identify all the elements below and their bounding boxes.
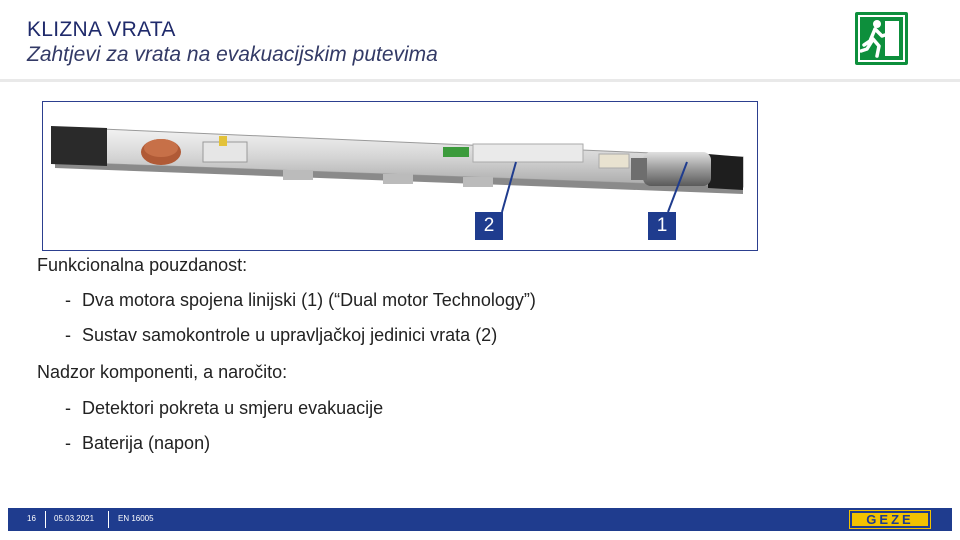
heading-monitoring: Nadzor komponenti, a naročito: [37, 362, 288, 382]
callout-2: 2 [475, 212, 503, 240]
footer-divider [108, 511, 109, 528]
list-item-text: Baterija (napon) [82, 433, 211, 453]
list-item-text: Detektori pokreta u smjeru evakuacije [82, 398, 384, 418]
header-divider [0, 79, 960, 82]
emergency-exit-icon [855, 12, 908, 65]
bullet-dash: - [65, 325, 71, 345]
slide-title: KLIZNA VRATA [27, 18, 176, 41]
list-item [65, 433, 210, 454]
footer-divider [45, 511, 46, 528]
list-item [65, 290, 536, 311]
list-item [65, 325, 497, 346]
geze-logo [850, 511, 930, 528]
logo-text: GEZE [866, 512, 914, 527]
footer-standard: EN 16005 [118, 514, 154, 523]
bullet-dash: - [65, 290, 71, 310]
callout-1: 1 [648, 212, 676, 240]
footer-date: 05.03.2021 [54, 514, 95, 523]
bullet-dash: - [65, 398, 71, 418]
slide-subtitle: Zahtjevi za vrata na evakuacijskim putevima [27, 43, 438, 66]
list-item-text: Dva motora spojena linijski (1) (“Dual motor Technology”) [82, 290, 536, 310]
page-number: 16 [27, 514, 36, 523]
list-item-text: Sustav samokontrole u upravljačkoj jedinici vrata (2) [82, 325, 498, 345]
list-item [65, 398, 383, 419]
footer-bar [8, 508, 952, 531]
bullet-dash: - [65, 433, 71, 453]
heading-reliability: Funkcionalna pouzdanost: [37, 255, 248, 275]
